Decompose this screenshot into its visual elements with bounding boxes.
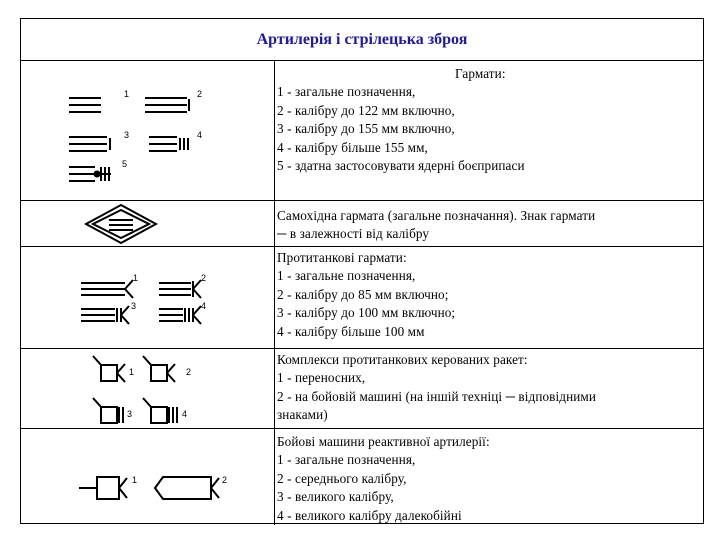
text-line: Комплекси протитанкових керованих ракет:: [277, 352, 528, 367]
text-line: знаками): [277, 407, 328, 423]
row-guns: [21, 61, 703, 201]
row-atgm: [21, 349, 703, 429]
atgm-icon: [21, 349, 275, 429]
row-anti-tank-guns: [21, 247, 703, 349]
label-4: 4: [201, 301, 207, 311]
text-line: 4 - великого калібру далекобійні: [277, 507, 462, 523]
label-4: 4: [197, 130, 203, 140]
label-5: 5: [122, 159, 128, 169]
text-line: 1 - загальне позначення,: [277, 84, 416, 100]
text-line: Протитанкові гармати:: [277, 250, 407, 265]
text-line: 1 - переносних,: [277, 370, 366, 386]
anti-tank-gun-icon: [21, 247, 275, 349]
text-line: 1 - загальне позначення,: [277, 452, 416, 468]
text-line: 1 - загальне позначення,: [277, 268, 416, 284]
text-line: 3 - великого калібру,: [277, 489, 394, 505]
label-2: 2: [201, 273, 207, 283]
text-line: ─ в залежності від калібру: [277, 226, 430, 242]
self-propelled-symbols: [21, 201, 275, 246]
text-line: 2 - середнього калібру,: [277, 470, 407, 486]
text-line: 4 - калібру більше 155 мм,: [277, 139, 428, 155]
label-3: 3: [131, 301, 137, 311]
mlrs-symbols: [21, 429, 275, 525]
text-line: 2 - калібру до 85 мм включно;: [277, 286, 449, 302]
text-line: 2 - на бойовій машині (на іншій техніці ─ відповідними: [277, 388, 597, 404]
anti-tank-symbols: [21, 247, 275, 348]
text-line: 2 - калібру до 122 мм включно,: [277, 102, 455, 118]
guns-symbols: [21, 61, 275, 200]
text-line: Гармати:: [455, 66, 506, 81]
title-cell: [21, 19, 703, 61]
label-1: 1: [124, 89, 130, 99]
label-1: 1: [129, 367, 135, 377]
row-mlrs: [21, 429, 703, 525]
text-line: Бойові машини реактивної артилерії:: [277, 434, 490, 449]
text-line: 3 - калібру до 155 мм включно,: [277, 121, 455, 137]
label-3: 3: [127, 409, 133, 419]
mlrs-icon: [21, 429, 275, 525]
label-1: 1: [133, 273, 139, 283]
text-line: 4 - калібру більше 100 мм: [277, 323, 425, 339]
label-4: 4: [182, 409, 188, 419]
symbol-table: [20, 18, 704, 524]
page-title: Артилерія і стрілецька зброя: [256, 30, 468, 48]
label-3: 3: [124, 130, 130, 140]
text-line: 5 - здатна застосовувати ядерні боєприпаси: [277, 158, 525, 174]
atgm-symbols: [21, 349, 275, 428]
row-self-propelled-gun: [21, 201, 703, 247]
label-2: 2: [186, 367, 192, 377]
text-line: 3 - калібру до 100 мм включно;: [277, 305, 456, 321]
label-2: 2: [197, 89, 203, 99]
text-line: Самохідна гармата (загальне позначання). Знак гармати: [277, 208, 596, 223]
label-1: 1: [132, 475, 138, 485]
self-propelled-gun-icon: [21, 201, 275, 247]
label-2: 2: [222, 475, 228, 485]
gun-symbols-icon: [21, 61, 275, 201]
